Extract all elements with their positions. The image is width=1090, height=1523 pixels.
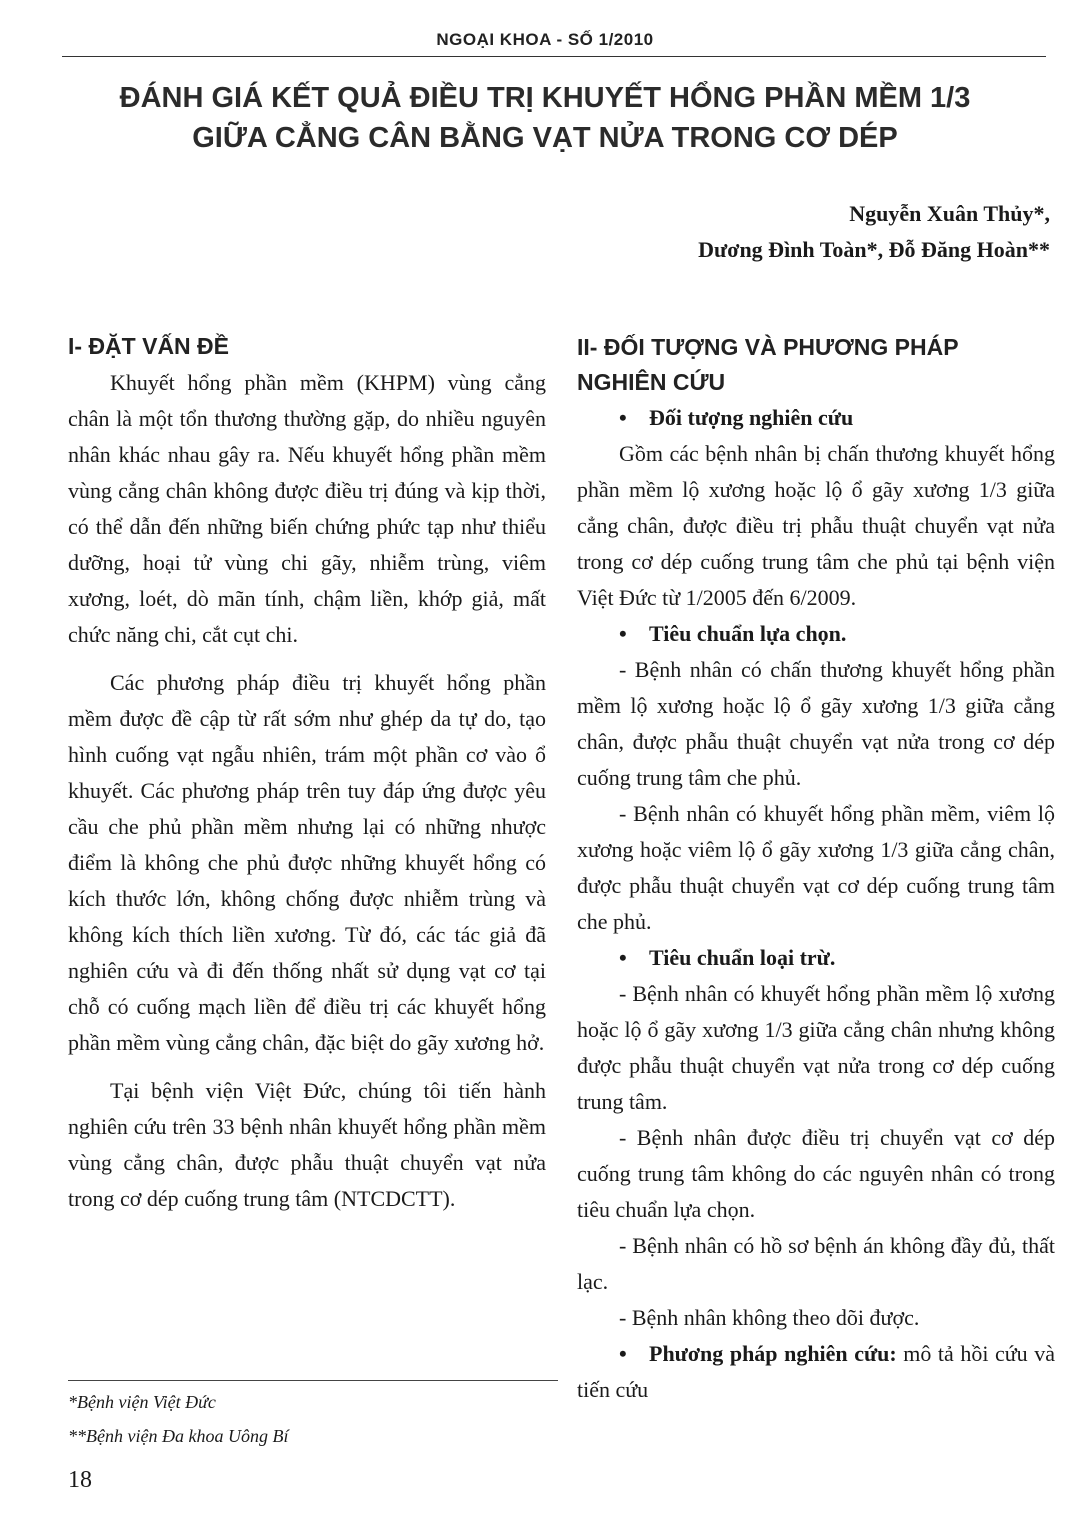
title-line-1: ĐÁNH GIÁ KẾT QUẢ ĐIỀU TRỊ KHUYẾT HỔNG PHẦN MỀM 1/3 — [119, 82, 971, 114]
section-heading-methods-line-1: II- ĐỐI TƯỢNG VÀ PHƯƠNG PHÁP — [577, 334, 959, 360]
page-number: 18 — [68, 1467, 92, 1493]
title-line-2: GIỮA CẲNG CÂN BẰNG VẠT NỬA TRONG CƠ DÉP — [192, 122, 898, 154]
intro-paragraph-2: Các phương pháp điều trị khuyết hổng phần mềm được đề cập từ rất sớm như ghép da tự do, tạo hình cuống vạt ngẫu nhiên, trám một phần cơ vào ổ khuyết. Các phương pháp trên tuy đáp ứng được yêu cầu che phủ phần mềm nhưng lại có những nhược điểm là không che phủ được những khuyết hổng có kích thước lớn, không chống được nhiễm trùng và không kích thích liền xương. Từ đó, các tác giả đã nghiên cứu và đi đến thống nhất sử dụng vạt cơ tại chỗ có cuống mạch liền để điều trị các khuyết hổng phần mềm vùng cẳng chân, đặc biệt do gãy xương hở. — [68, 670, 546, 1055]
method-text: mô tả hồi cứu và tiến cứu — [577, 1341, 1055, 1402]
bullet-icon: • — [619, 1341, 627, 1366]
section-heading-introduction: I- ĐẶT VẤN ĐỀ — [68, 333, 229, 359]
footnote-rule — [68, 1380, 558, 1381]
left-column — [68, 330, 546, 1229]
exclusion-item-1: - Bệnh nhân có khuyết hổng phần mềm lộ xương hoặc lộ ổ gãy xương 1/3 giữa cẳng chân nhưng không được phẫu thuật chuyển vạt nửa trong cơ dép cuống trung tâm. — [577, 981, 1055, 1114]
bullet-icon: • — [619, 945, 627, 970]
inclusion-heading — [577, 616, 1055, 652]
article-title — [40, 78, 1050, 158]
author-line-2: Dương Đình Toàn*, Đỗ Đăng Hoàn** — [698, 237, 1050, 262]
subject-heading-text: Đối tượng nghiên cứu — [649, 405, 854, 430]
authors — [698, 196, 1050, 268]
method-paragraph — [577, 1336, 1055, 1408]
right-column — [577, 330, 1055, 1408]
exclusion-item-2: - Bệnh nhân được điều trị chuyển vạt cơ dép cuống trung tâm không do các nguyên nhân có trong tiêu chuẩn lựa chọn. — [577, 1125, 1055, 1222]
footnote-1: *Bệnh viện Việt Đức — [68, 1392, 216, 1412]
subject-heading — [577, 400, 1055, 436]
inclusion-heading-text: Tiêu chuẩn lựa chọn. — [649, 621, 847, 646]
subject-text: Gồm các bệnh nhân bị chấn thương khuyết hổng phần mềm lộ xương hoặc lộ ổ gãy xương 1/3 giữa cẳng chân, được điều trị phẫu thuật chuyển vạt nửa trong cơ dép cuống trung tâm che phủ tại bệnh viện Việt Đức từ 1/2005 đến 6/2009. — [577, 441, 1055, 610]
exclusion-heading — [577, 940, 1055, 976]
exclusion-item-3: - Bệnh nhân có hồ sơ bệnh án không đầy đủ, thất lạc. — [577, 1233, 1055, 1294]
journal-header: NGOẠI KHOA - SỐ 1/2010 — [436, 30, 654, 49]
exclusion-item-4: - Bệnh nhân không theo dõi được. — [619, 1305, 920, 1330]
intro-paragraph-3: Tại bệnh viện Việt Đức, chúng tôi tiến hành nghiên cứu trên 33 bệnh nhân khuyết hổng phần mềm vùng cẳng chân, được phẫu thuật chuyển vạt nửa trong cơ dép cuống trung tâm (NTCDCTT). — [68, 1078, 546, 1211]
author-line-1: Nguyễn Xuân Thủy*, — [849, 201, 1050, 226]
intro-paragraph-1: Khuyết hổng phần mềm (KHPM) vùng cẳng chân là một tổn thương thường gặp, do nhiều nguyên nhân khác nhau gây ra. Nếu khuyết hổng phần mềm vùng cẳng chân không được điều trị đúng và kịp thời, có thể dẫn đến những biến chứng phức tạp như thiểu dưỡng, hoại tử vùng chi gãy, nhiễm trùng, viêm xương, loét, dò mãn tính, chậm liền, khớp giả, mất chức năng chi, cắt cụt chi. — [68, 370, 546, 647]
section-heading-methods-line-2: NGHIÊN CỨU — [577, 369, 726, 395]
exclusion-heading-text: Tiêu chuẩn loại trừ. — [649, 945, 836, 970]
bullet-icon: • — [619, 621, 627, 646]
footnote-2: **Bệnh viện Đa khoa Uông Bí — [68, 1426, 289, 1446]
header-rule — [62, 56, 1046, 57]
method-heading: Phương pháp nghiên cứu: — [649, 1341, 897, 1366]
bullet-icon: • — [619, 405, 627, 430]
inclusion-item-2: - Bệnh nhân có khuyết hổng phần mềm, viêm lộ xương hoặc viêm lộ ổ gãy xương 1/3 giữa cẳng chân, được phẫu thuật chuyển vạt cơ dép cuống trung tâm che phủ. — [577, 801, 1055, 934]
inclusion-item-1: - Bệnh nhân có chấn thương khuyết hổng phần mềm lộ xương hoặc lộ ổ gãy xương 1/3 giữa cẳng chân, được phẫu thuật chuyển vạt nửa trong cơ dép cuống trung tâm che phủ. — [577, 657, 1055, 790]
